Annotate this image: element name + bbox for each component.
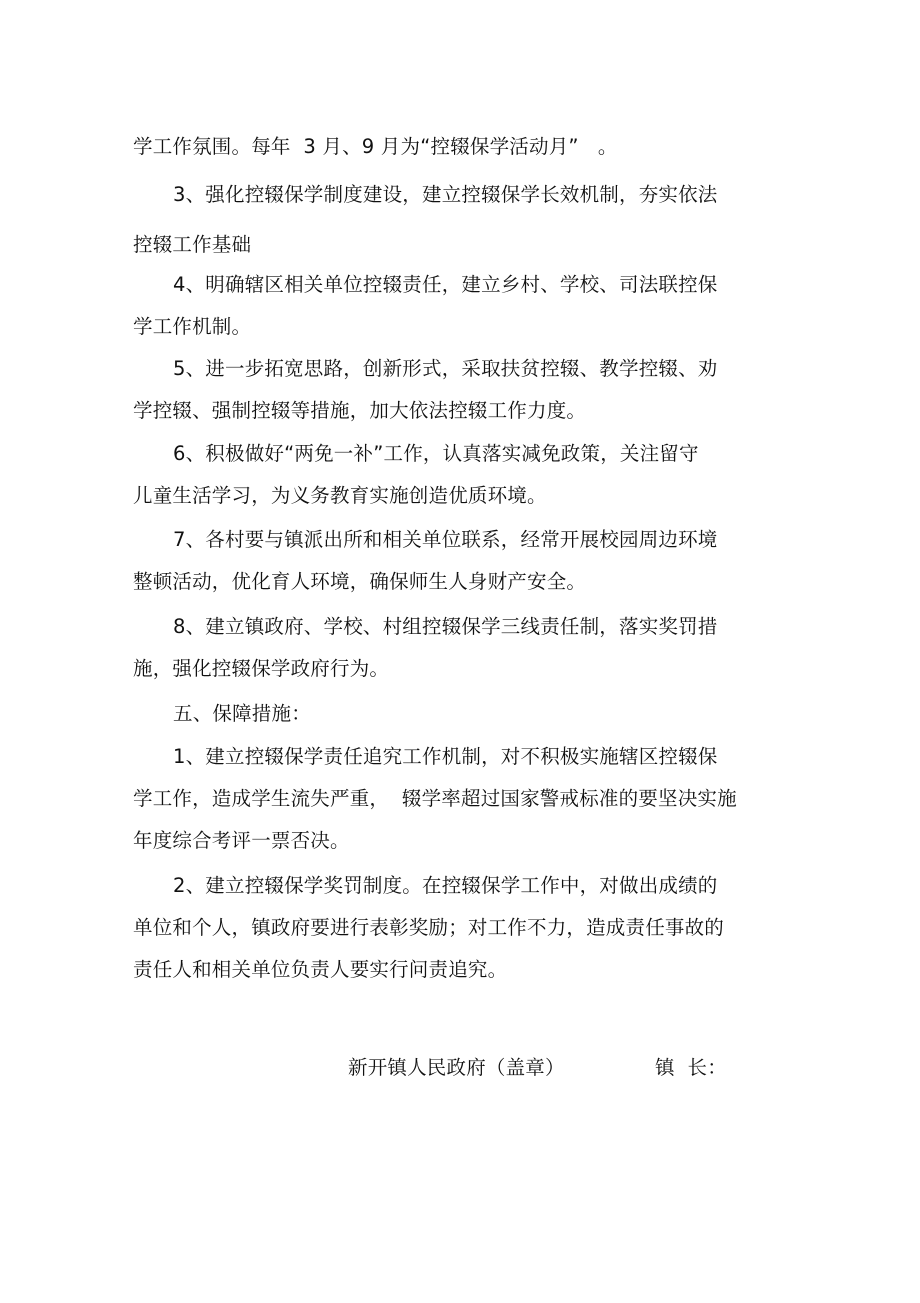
paragraph-line: 8、建立镇政府、学校、村组控辍保学三线责任制，落实奖罚措 — [173, 615, 718, 638]
paragraph-line: 学控辍、强制控辍等措施，加大依法控辍工作力度。 — [133, 399, 587, 422]
paragraph-line: 2、建立控辍保学奖罚制度。在控辍保学工作中，对做出成绩的 — [173, 874, 718, 897]
paragraph-line: 4、明确辖区相关单位控辍责任，建立乡村、学校、司法联控保 — [173, 273, 718, 296]
paragraph-line: 5、进一步拓宽思路，创新形式，采取扶贫控辍、教学控辍、劝 — [173, 357, 718, 380]
paragraph-line: 学工作，造成学生流失严重， 辍学率超过国家警戒标准的要坚决实施 — [133, 787, 737, 810]
paragraph-line: 儿童生活学习，为义务教育实施创造优质环境。 — [133, 484, 547, 507]
signature-mayor-label: 镇 长： — [655, 1056, 727, 1079]
paragraph-line: 控辍工作基础 — [133, 233, 252, 256]
paragraph-line: 单位和个人，镇政府要进行表彰奖励；对工作不力，造成责任事故的 — [133, 916, 725, 939]
paragraph-line: 学工作机制。 — [133, 315, 252, 338]
section-heading: 五、保障措施： — [173, 702, 311, 725]
signature-organization: 新开镇人民政府（盖章） — [348, 1056, 565, 1079]
paragraph-line: 6、积极做好“两免一补”工作，认真落实减免政策，关注留守 — [173, 442, 699, 465]
paragraph-line: 施，强化控辍保学政府行为。 — [133, 657, 390, 680]
paragraph-line: 7、各村要与镇派出所和相关单位联系，经常开展校园周边环境 — [173, 528, 718, 551]
paragraph-line: 1、建立控辍保学责任追究工作机制，对不积极实施辖区控辍保 — [173, 745, 718, 768]
paragraph-line: 3、强化控辍保学制度建设，建立控辍保学长效机制，夯实依法 — [173, 183, 718, 206]
paragraph-line: 年度综合考评一票否决。 — [133, 829, 350, 852]
paragraph-line: 整顿活动，优化育人环境，确保师生人身财产安全。 — [133, 570, 587, 593]
paragraph-line: 学工作氛围。每年 3 月、9 月为“控辍保学活动月” 。 — [133, 135, 618, 158]
paragraph-line: 责任人和相关单位负责人要实行问责追究。 — [133, 958, 508, 981]
